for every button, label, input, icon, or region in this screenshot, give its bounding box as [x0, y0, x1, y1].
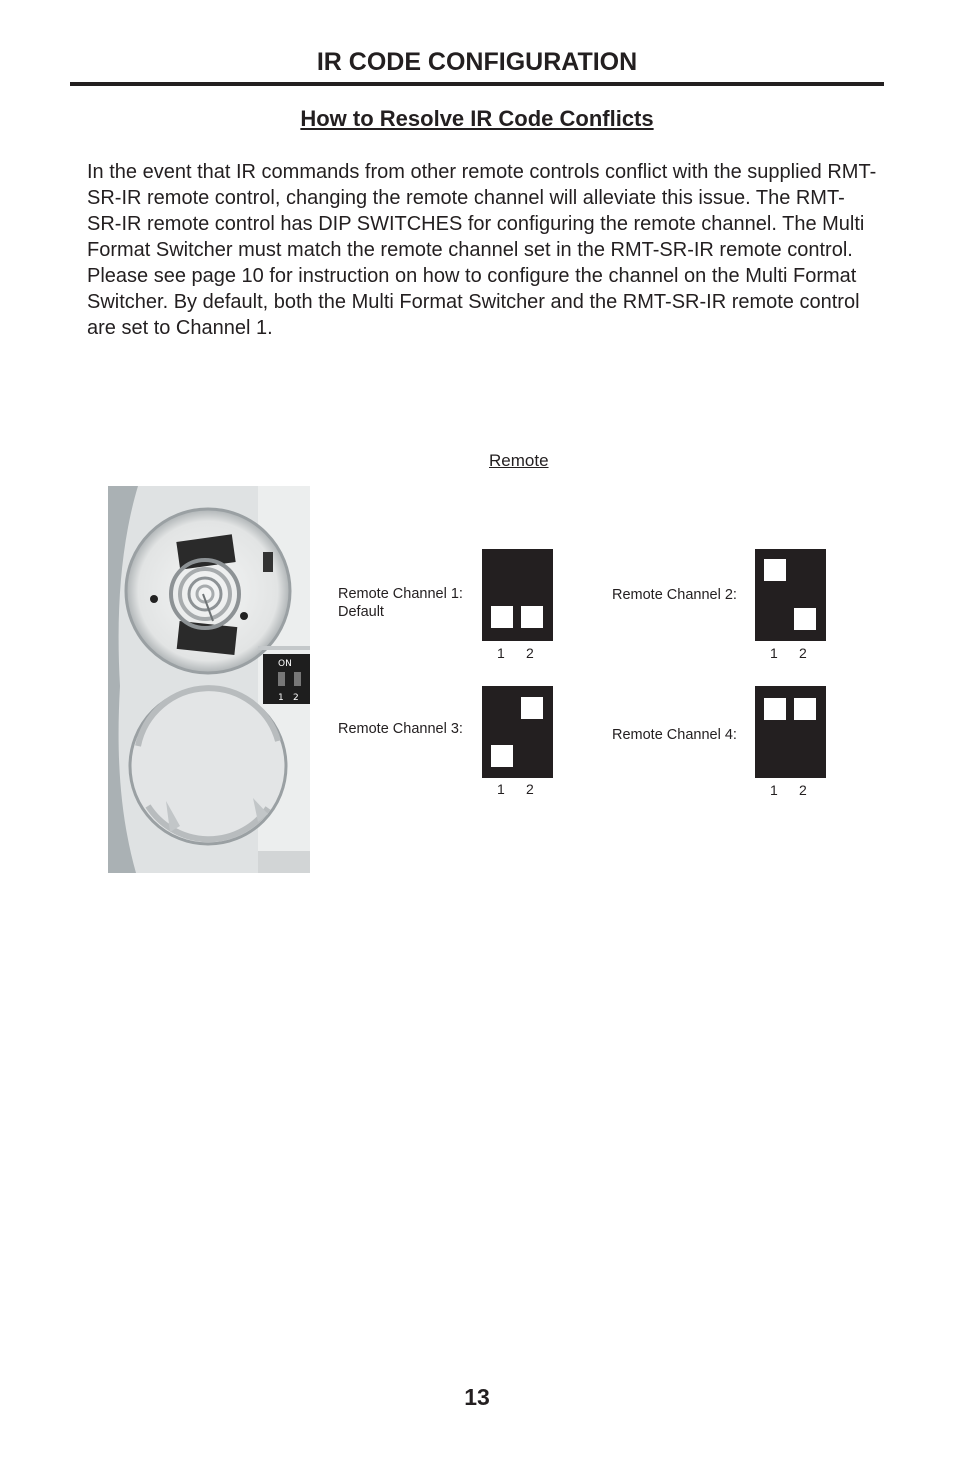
channel-4-switch-1: [764, 698, 786, 720]
channel-3-dip-switch: [482, 686, 553, 778]
channel-4-label-group: [612, 726, 737, 744]
channel-2-label: Remote Channel 2:: [612, 587, 737, 603]
channel-1-dip-switch: [482, 549, 553, 641]
channel-1-switch-2-number: 2: [526, 645, 534, 661]
channel-1-label: Remote Channel 1:: [338, 586, 463, 602]
channel-2-switch-1-number: 1: [770, 645, 778, 661]
channel-4-switch-2-number: 2: [799, 782, 807, 798]
svg-text:2: 2: [293, 693, 299, 703]
channel-4-switch-2: [794, 698, 816, 720]
channel-3-switch-1: [491, 745, 513, 767]
channel-4-dip-switch: [755, 686, 826, 778]
section-heading: How to Resolve IR Code Conflicts: [300, 106, 654, 131]
channel-4-switch-1-number: 1: [770, 782, 778, 798]
channel-2-dip-switch: [755, 549, 826, 641]
channel-2-switch-2: [794, 608, 816, 630]
page-title: IR CODE CONFIGURATION: [316, 48, 638, 76]
channel-3-label: Remote Channel 3:: [338, 721, 463, 737]
channel-1-default-note: Default: [338, 604, 384, 620]
title-rule: [70, 82, 884, 86]
channel-1-switch-1-number: 1: [497, 645, 505, 661]
body-paragraph: In the event that IR commands from other remote controls conflict with the supplied RMT-SR-IR remote control, changing the remote channel will alleviate this issue. The RMT-SR-IR remote control has DIP SWITCHES for configuring the remote channel. The Multi Format Switcher must match the remote channel set in the RMT-SR-IR remote control. Please see page 10 for instruction on how to configure the channel on the Multi Format Switcher. By default, both the Multi Format Switcher and the RMT-SR-IR remote control are set to Channel 1.: [87, 161, 877, 339]
channel-2-switch-2-number: 2: [799, 645, 807, 661]
channel-2-label-group: [612, 586, 737, 604]
channel-3-switch-2: [521, 697, 543, 719]
channel-3-switch-2-number: 2: [526, 781, 534, 797]
channel-1-switch-2: [521, 606, 543, 628]
figure-caption: Remote: [489, 451, 549, 470]
remote-battery-compartment-photo: [108, 486, 310, 873]
svg-text:1: 1: [278, 693, 284, 703]
channel-3-label-group: [338, 720, 463, 738]
channel-1-switch-1: [491, 606, 513, 628]
page-number: 13: [464, 1384, 490, 1410]
svg-text:ON: ON: [278, 659, 292, 669]
channel-4-label: Remote Channel 4:: [612, 727, 737, 743]
channel-3-switch-1-number: 1: [497, 781, 505, 797]
channel-2-switch-1: [764, 559, 786, 581]
channel-1-label-group: [338, 585, 463, 621]
